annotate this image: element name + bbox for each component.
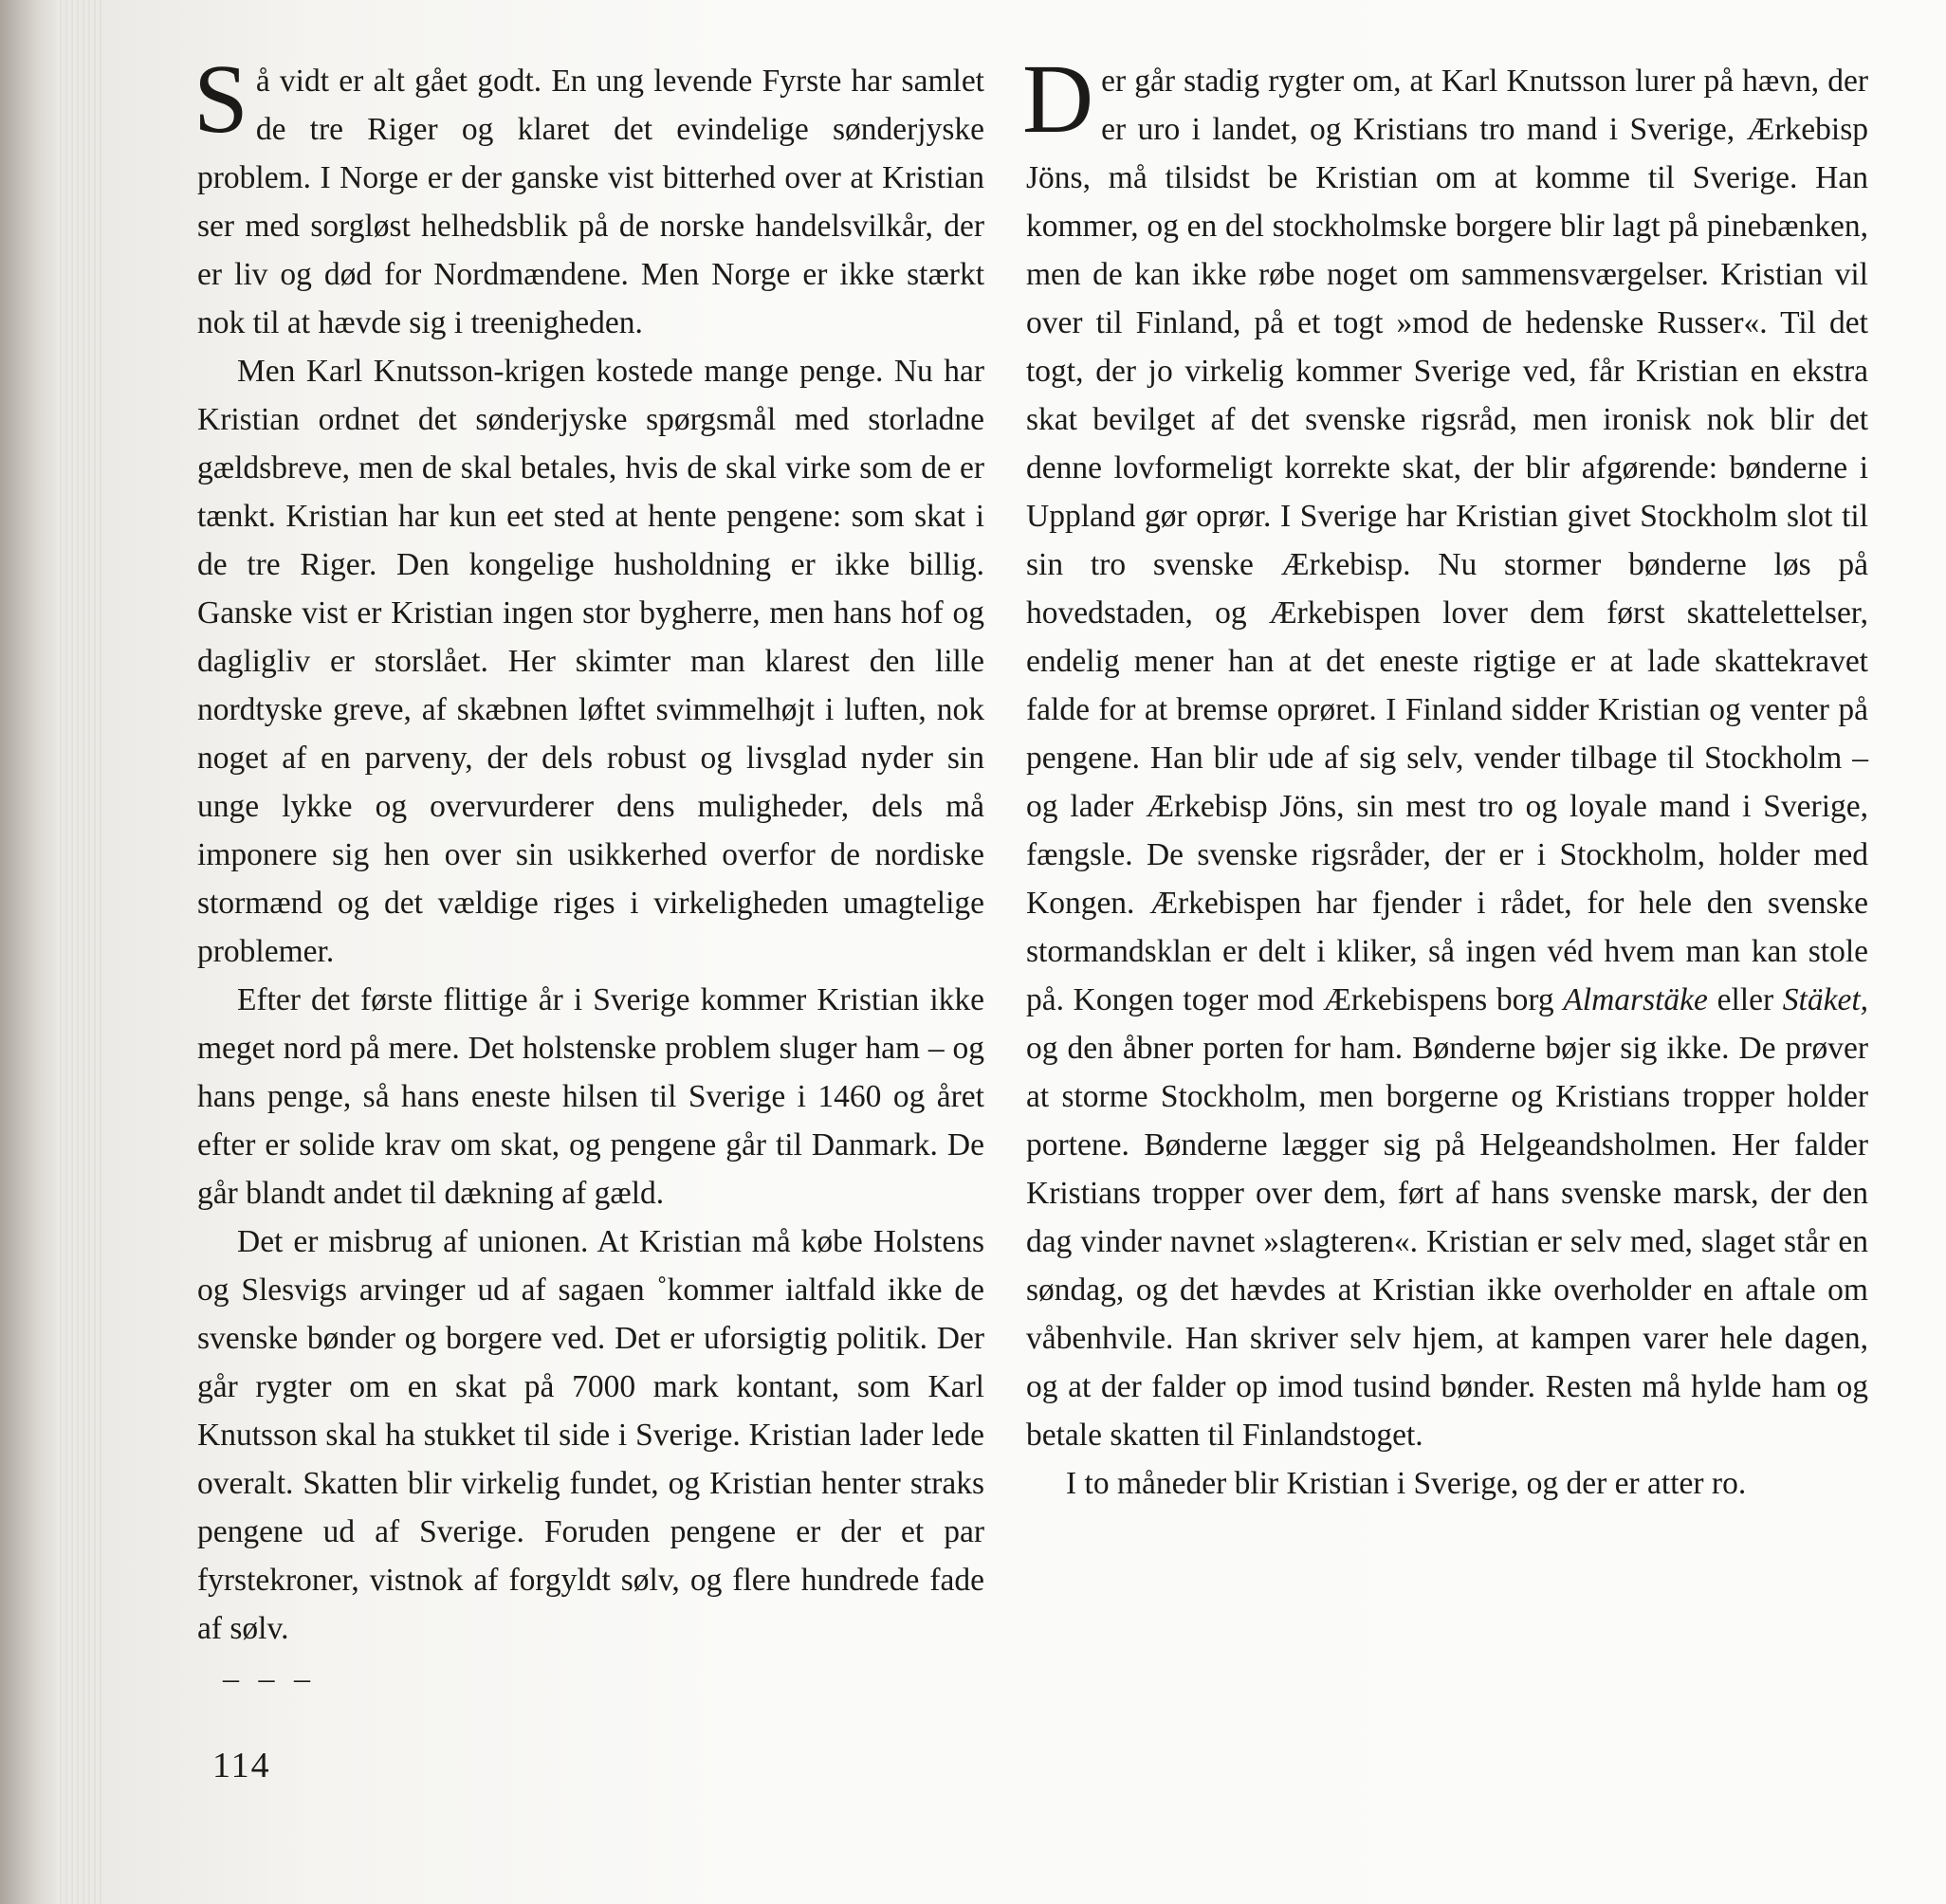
paragraph-5-text-c: og den åbner porten for ham. Bønderne bøjer sig ikke. De prøver at storme Stockholm, men borgerne og Kristians tropper holder portene. Bønderne lægger sig på Helgeandsholmen. Her falder Kristians tropper over dem, ført af hans svenske marsk, der den dag vinder navnet »slagteren«. Kristian er selv med, slaget står en søndag, og det hævdes at Kristian ikke overholder en aftale om våbenhvile. Han skriver selv hjem, at kampen varer hele dagen, og at der falder op imod tusind bønder. Resten må hylde ham og betale skatten til Finlandstoget. — [1026, 1031, 1868, 1453]
paragraph-2: Men Karl Knutsson-krigen kostede mange penge. Nu har Kristian ordnet det sønderjyske spørgsmål med storladne gældsbreve, men de skal betales, hvis de skal virke som de er tænkt. Kristian har kun eet sted at hente pengene: som skat i de tre Riger. Den kongelige husholdning er ikke billig. Ganske vist er Kristian ingen stor bygherre, men hans hof og dagligliv er storslået. Her skimter man klarest den lille nordtyske greve, af skæbnen løftet svimmelhøjt i luften, nok noget af en parveny, der dels robust og livsglad nyder sin unge lykke og overvurderer dens muligheder, dels må imponere sig hen over sin usikkerhed overfor de nordiske stormænd og det vældige riges i virkeligheden umagtelige problemer. — [197, 354, 984, 969]
paragraph-5-text-a: er går stadig rygter om, at Karl Knutsson lurer på hævn, der er uro i landet, og Kristians tro mand i Sverige, Ærkebisp Jöns, må tilsidst be Kristian om at komme til Sverige. Han kommer, og en del stockholmske borgere blir lagt på pinebænken, men de kan ikke røbe noget om sammensværgelser. Kristian vil over til Finland, på et togt »mod de hedenske Russer«. Til det togt, der jo virkelig kommer Sverige ved, får Kristian en ekstra skat bevilget af det svenske rigsråd, men ironisk nok blir det denne lovformeligt korrekte skat, der blir afgørende: bønderne i Uppland gør oprør. I Sverige har Kristian givet Stockholm slot til sin tro svenske Ærkebisp. Nu stormer bønderne løs på hovedstaden, og Ærkebispen lover dem først skattelettelser, endelig mener han at det eneste rigtige er at lade skattekravet falde for at bremse oprøret. I Finland sidder Kristian og venter på pengene. Han blir ude af sig selv, vender tilbage til Stockholm – og lader Ærkebisp Jöns, sin mest tro og loyale mand i Sverige, fængsle. De svenske rigsråder, der er i Stockholm, holder med Kongen. Ærkebispen har fjender i rådet, for hele den svenske stormandsklan er delt i kliker, så ingen véd hvem man kan stole på. Kongen toger mod Ærkebispens borg — [1026, 64, 1868, 1017]
drop-cap-d: D — [1022, 45, 1094, 154]
paragraph-1-text: å vidt er alt gået godt. En ung levende Fyrste har samlet de tre Riger og klaret det evindelige sønderjyske problem. I Norge er der ganske vist bitterhed over at Kristian ser med sorgløst helhedsblik på de norske handelsvilkår, der er liv og død for Nordmændene. Men Norge er ikke stærkt nok til at hævde sig i treenigheden. — [197, 64, 984, 340]
section-separator: – – – — [223, 1661, 316, 1696]
paragraph-5-text-b: eller — [1717, 982, 1774, 1017]
paragraph-6: I to måneder blir Kristian i Sverige, og der er atter ro. — [1066, 1466, 1747, 1501]
book-spine-shadow — [0, 0, 57, 1904]
left-text-column — [193, 45, 984, 1653]
paragraph-5 — [1022, 45, 1869, 1459]
paragraph-3: Efter det første flittige år i Sverige kommer Kristian ikke meget nord på mere. Det holstenske problem sluger ham – og hans penge, så hans eneste hilsen til Sverige i 1460 og året efter er solide krav om skat, og pengene går til Danmark. De går blandt andet til dækning af gæld. — [197, 982, 984, 1211]
italic-staket: Stäket, — [1782, 982, 1869, 1017]
right-text-column — [1022, 45, 1869, 1508]
paragraph-4: Det er misbrug af unionen. At Kristian må købe Holstens og Slesvigs arvinger ud af sagaen ˚kommer ialtfald ikke de svenske bønder og borgere ved. Det er uforsigtig politik. Der går rygter om en skat på 7000 mark kontant, som Karl Knutsson skal ha stukket til side i Sverige. Kristian lader lede overalt. Skatten blir virkelig fundet, og Kristian henter straks pengene ud af Sverige. Foruden pengene er der et par fyrstekroner, vistnok af forgyldt sølv, og flere hundrede fade af sølv. — [197, 1224, 984, 1646]
page-number: 114 — [212, 1746, 271, 1785]
paragraph-1 — [193, 45, 984, 347]
drop-cap-s: S — [193, 45, 248, 154]
italic-almarstake: Almarstäke — [1563, 982, 1708, 1017]
